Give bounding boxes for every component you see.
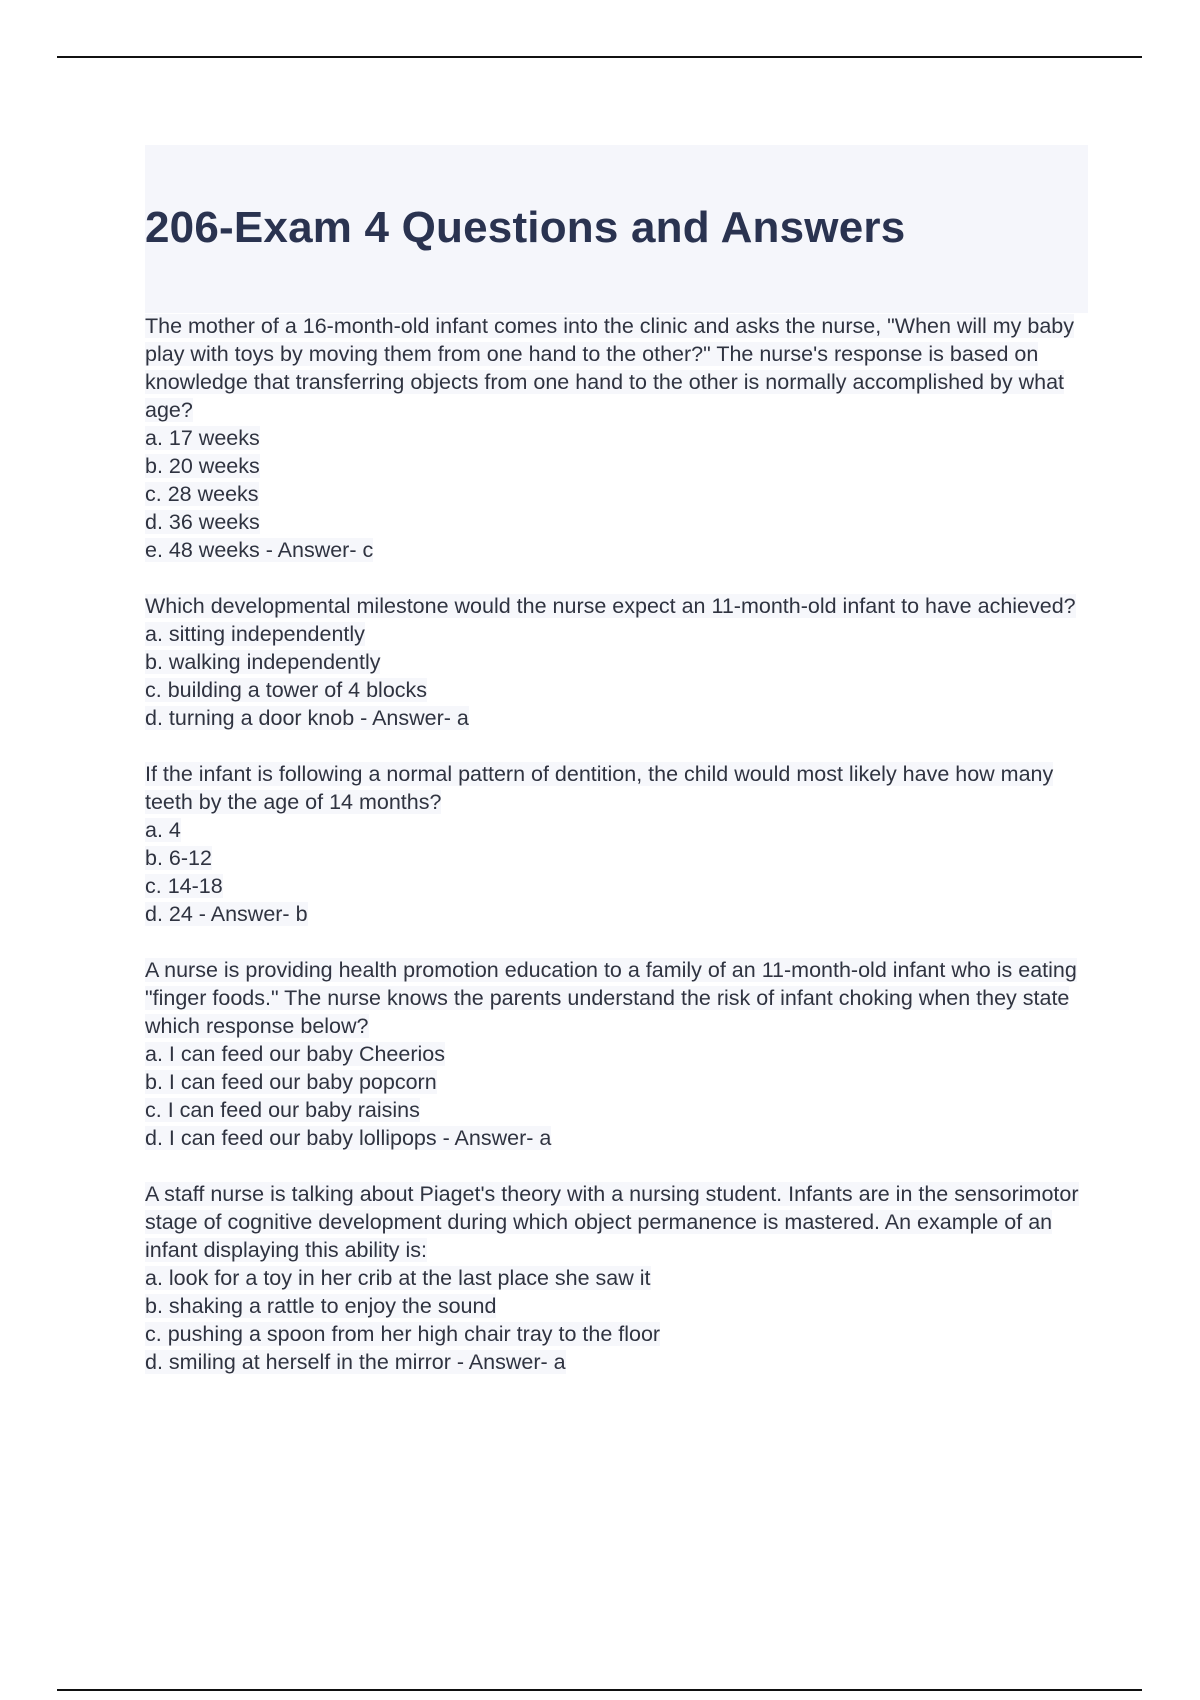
answer-option: c. I can feed our baby raisins [145,1098,420,1122]
answer-option: d. smiling at herself in the mirror - Answer- a [145,1350,566,1374]
answer-option: b. walking independently [145,650,381,674]
answer-option: c. 28 weeks [145,482,259,506]
question-1 [145,312,1085,564]
answer-option: a. 4 [145,818,181,842]
question-3 [145,760,1085,928]
answer-option: b. shaking a rattle to enjoy the sound [145,1294,497,1318]
answer-option: c. building a tower of 4 blocks [145,678,428,702]
questions-list [145,312,1085,1404]
bottom-rule [57,1689,1142,1691]
answer-option: a. sitting independently [145,622,365,646]
top-rule [57,56,1142,58]
answer-option: d. 24 - Answer- b [145,902,308,926]
question-2 [145,592,1085,732]
answer-option: e. 48 weeks - Answer- c [145,538,374,562]
question-text: A nurse is providing health promotion education to a family of an 11-month-old infant who is eating "finger foods." The nurse knows the parents understand the risk of infant choking when they state which response below? [145,958,1077,1038]
question-4 [145,956,1085,1152]
answer-option: d. turning a door knob - Answer- a [145,706,469,730]
question-5 [145,1180,1085,1376]
page-title: 206-Exam 4 Questions and Answers [145,203,906,252]
answer-option: d. 36 weeks [145,510,260,534]
question-text: A staff nurse is talking about Piaget's theory with a nursing student. Infants are in the sensorimotor stage of cognitive development during which object permanence is mastered. An example of an infant displaying this ability is: [145,1182,1079,1262]
question-text: If the infant is following a normal pattern of dentition, the child would most likely have how many teeth by the age of 14 months? [145,762,1054,814]
answer-option: c. pushing a spoon from her high chair tray to the floor [145,1322,661,1346]
answer-option: b. 20 weeks [145,454,260,478]
answer-option: c. 14-18 [145,874,223,898]
answer-option: b. I can feed our baby popcorn [145,1070,437,1094]
answer-option: b. 6-12 [145,846,212,870]
answer-option: d. I can feed our baby lollipops - Answer- a [145,1126,552,1150]
answer-option: a. look for a toy in her crib at the last place she saw it [145,1266,651,1290]
question-text: Which developmental milestone would the nurse expect an 11-month-old infant to have achieved? [145,594,1076,618]
question-text: The mother of a 16-month-old infant comes into the clinic and asks the nurse, "When will my baby play with toys by moving them from one hand to the other?" The nurse's response is based on knowledge that transferring objects from one hand to the other is normally accomplished by what age? [145,314,1074,422]
answer-option: a. I can feed our baby Cheerios [145,1042,445,1066]
answer-option: a. 17 weeks [145,426,260,450]
